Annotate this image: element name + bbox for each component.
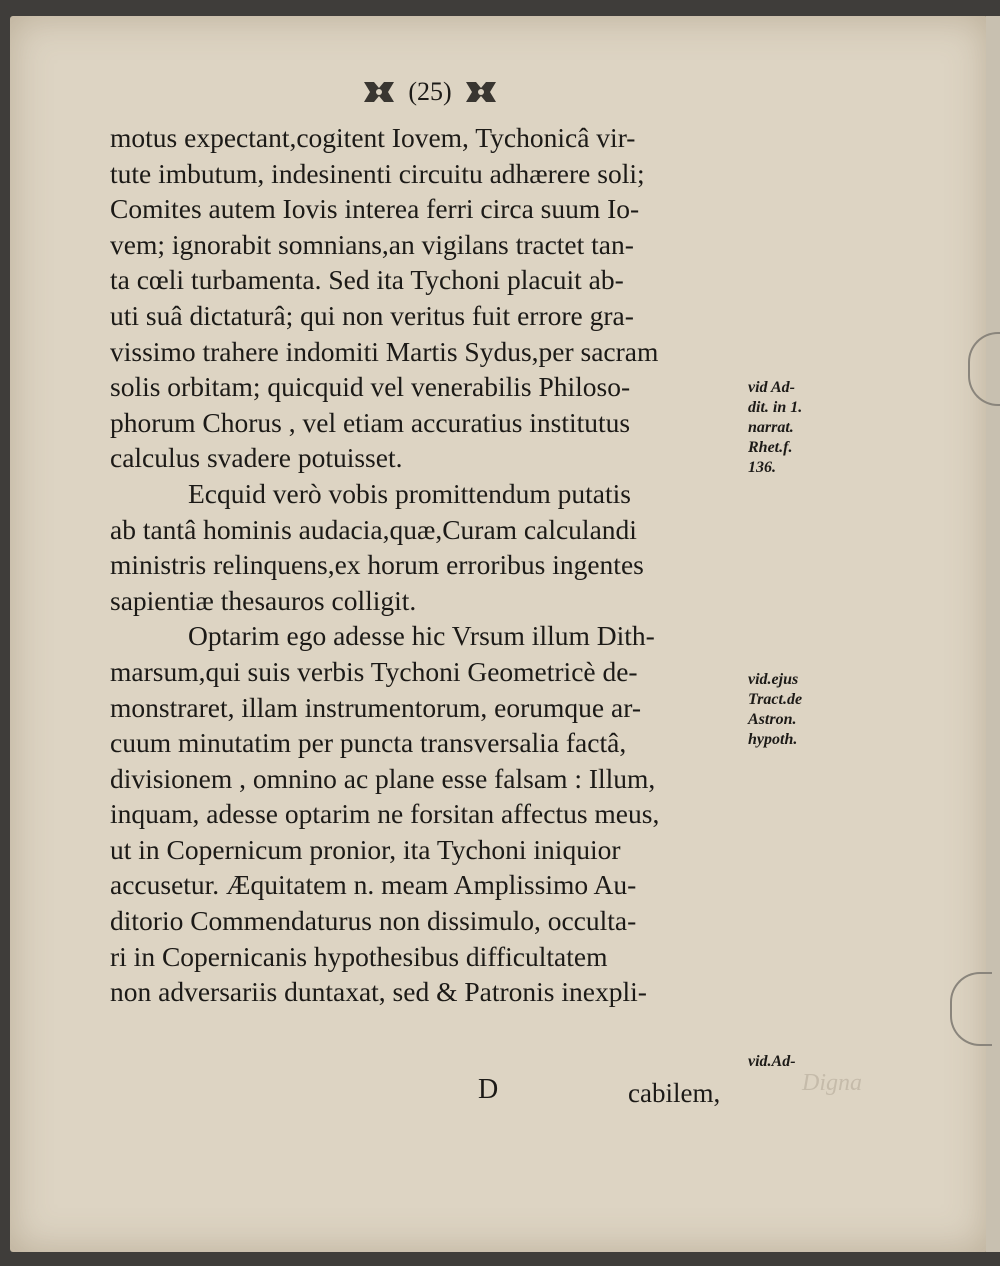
margin-note-line: vid.ejus xyxy=(748,671,799,688)
text-line: accusetur. Æquitatem n. meam Amplissimo Au- xyxy=(110,869,637,901)
text-line: marsum,qui suis verbis Tychoni Geometricè de- xyxy=(110,655,638,687)
margin-note xyxy=(748,1052,796,1072)
text-line: tute imbutum, indesinenti circuitu adhærere soli; xyxy=(110,157,645,189)
margin-note-line: vid Ad- xyxy=(748,379,795,396)
text-line: solis orbitam; quicquid vel venerabilis Philoso- xyxy=(110,371,631,403)
text-line: calculus svadere potuisset. xyxy=(110,442,403,474)
text-line: vissimo trahere indomiti Martis Sydus,per sacram xyxy=(110,335,659,367)
text-line: inquam, adesse optarim ne forsitan affectus meus, xyxy=(110,798,660,830)
page-clip-bottom xyxy=(950,972,992,1046)
margin-note-line: Rhet.f. xyxy=(748,439,793,456)
text-line: monstraret, illam instrumentorum, eorumque ar- xyxy=(110,691,641,723)
margin-note-line: hypoth. xyxy=(748,731,798,748)
text-line: cuum minutatim per puncta transversalia factâ, xyxy=(110,727,627,759)
body-text xyxy=(110,120,750,1010)
text-line: phorum Chorus , vel etiam accuratius institutus xyxy=(110,406,631,438)
page-number: (25) xyxy=(408,77,452,106)
margin-note-line: narrat. xyxy=(748,419,794,436)
margin-note xyxy=(748,670,802,750)
margin-note-line: Astron. xyxy=(748,711,797,728)
text-line: uti suâ dictaturâ; qui non veritus fuit errore gra- xyxy=(110,299,634,331)
signature-mark: D xyxy=(478,1074,499,1105)
page-edge xyxy=(986,16,1000,1252)
text-line: sapientiæ thesauros colligit. xyxy=(110,584,417,616)
fleuron-right-icon xyxy=(462,78,500,106)
bleed-through-text: Digna xyxy=(802,1070,862,1096)
catchword: cabilem, xyxy=(628,1078,721,1108)
text-line: motus expectant,cogitent Iovem, Tychonicâ vir- xyxy=(110,122,636,153)
margin-note-line: vid.Ad- xyxy=(748,1053,796,1070)
margin-note xyxy=(748,378,802,478)
text-line: non adversariis duntaxat, sed & Patronis inexpli- xyxy=(110,976,647,1008)
fleuron-left-icon xyxy=(360,78,398,106)
text-line: divisionem , omnino ac plane esse falsam : Illum, xyxy=(110,762,656,794)
text-line: vem; ignorabit somnians,an vigilans tractet tan- xyxy=(110,228,634,260)
page-header xyxy=(340,72,520,112)
margin-note-line: 136. xyxy=(748,459,776,476)
text-line: ministris relinquens,ex horum erroribus ingentes xyxy=(110,549,644,581)
margin-note-line: Tract.de xyxy=(748,691,803,708)
text-line: ri in Copernicanis hypothesibus difficultatem xyxy=(110,940,608,972)
text-line: ut in Copernicum pronior, ita Tychoni iniquior xyxy=(110,833,621,865)
margin-note-line: dit. in 1. xyxy=(748,399,803,416)
text-line: Ecquid verò vobis promittendum putatis xyxy=(188,477,631,509)
text-line: ta cœli turbamenta. Sed ita Tychoni placuit ab- xyxy=(110,264,624,296)
text-line: Comites autem Iovis interea ferri circa suum Io- xyxy=(110,193,640,225)
text-line: ab tantâ hominis audacia,quæ,Curam calculandi xyxy=(110,513,637,545)
text-line: Optarim ego adesse hic Vrsum illum Dith- xyxy=(188,620,655,652)
text-line: ditorio Commendaturus non dissimulo, occulta- xyxy=(110,905,637,937)
